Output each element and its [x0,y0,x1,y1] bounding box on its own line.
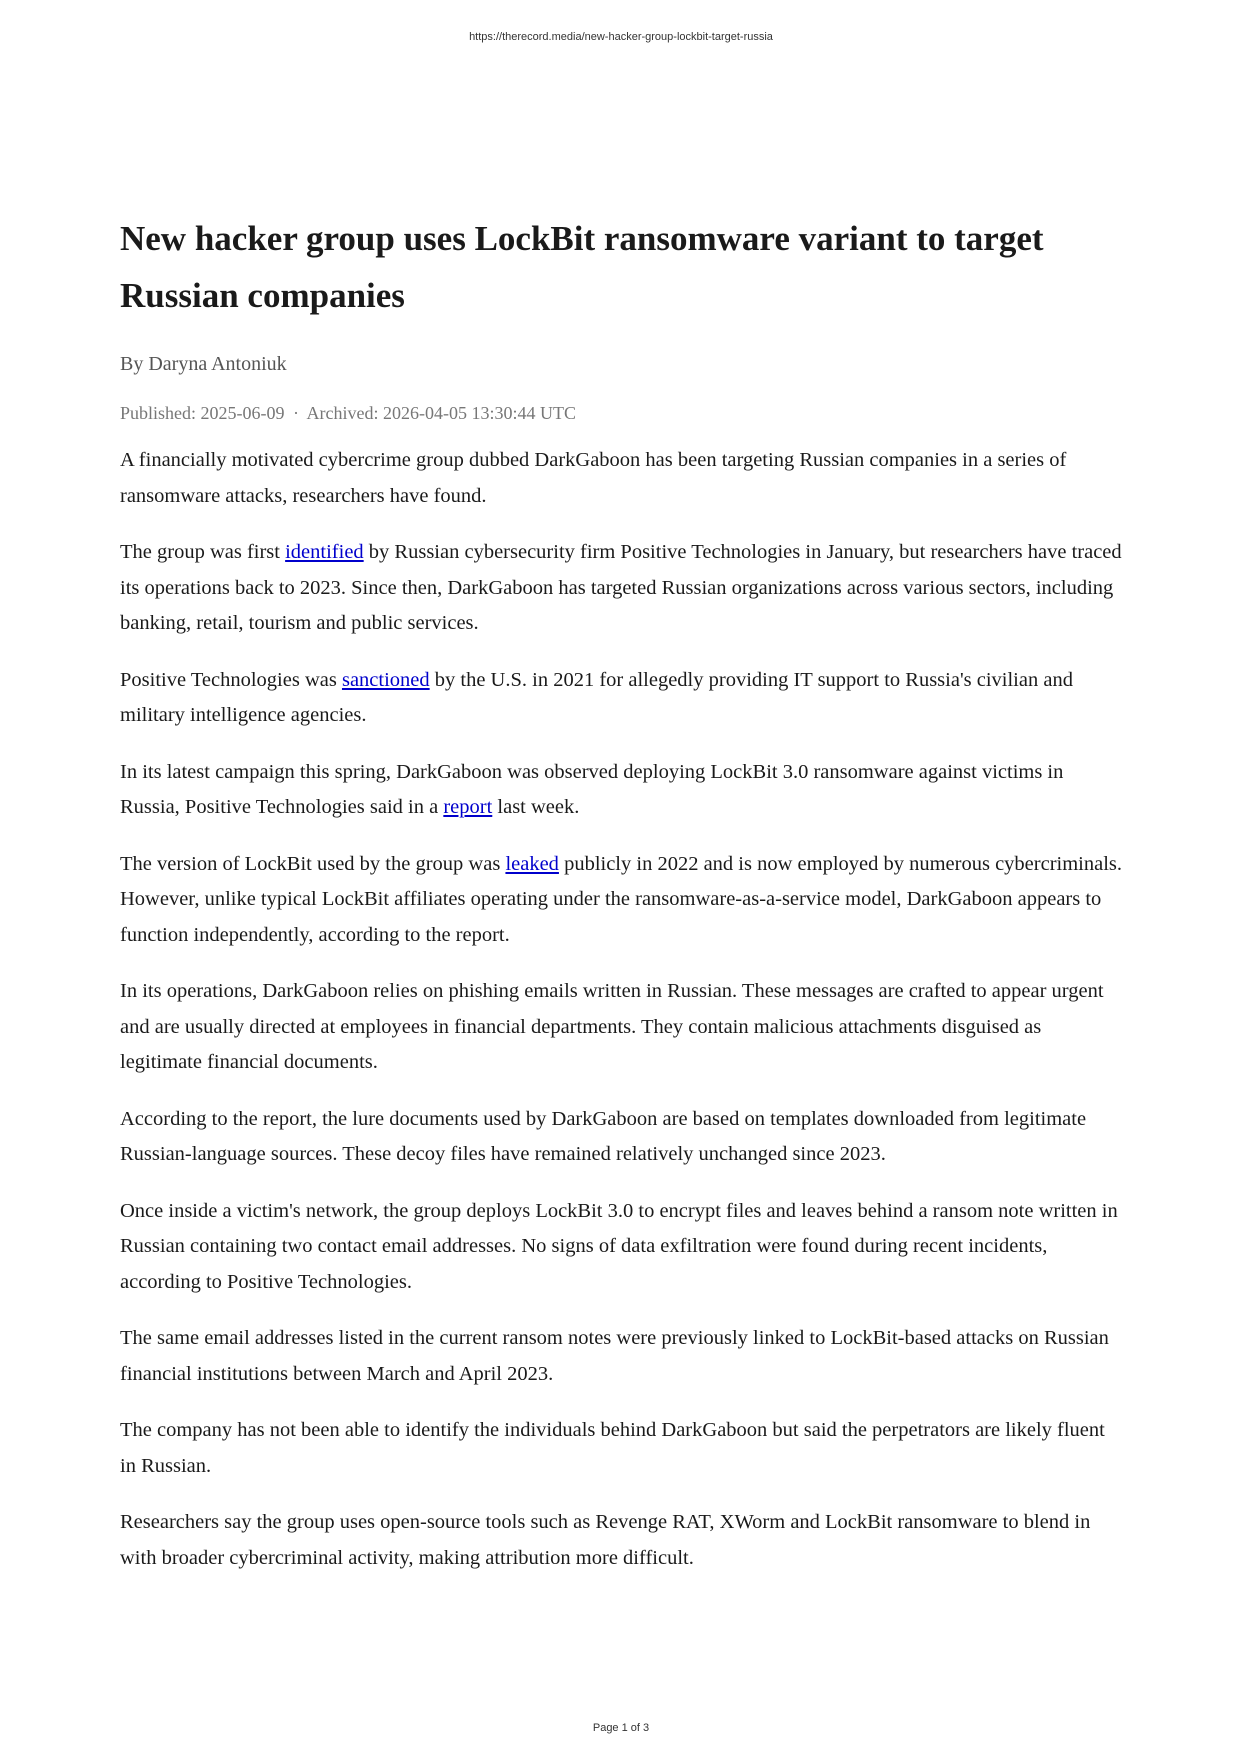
paragraph-5 [120,847,1125,954]
article-byline: By Daryna Antoniuk [120,353,287,375]
paragraph-11: Researchers say the group uses open-source tools such as Revenge RAT, XWorm and LockBit ransomware to blend in with broader cybercriminal activity, making attribution more difficult. [120,1511,1091,1569]
paragraph-3-text-before: Positive Technologies was [120,668,342,691]
paragraph-6: In its operations, DarkGaboon relies on phishing emails written in Russian. These messages are crafted to appear urgent and are usually directed at employees in financial departments. They contain malicious attachments disguised as legitimate financial documents. [120,980,1104,1073]
paragraph-2-text-before: The group was first [120,541,286,563]
article-title: New hacker group uses LockBit ransomware variant to target Russian companies [120,219,1044,315]
report-link[interactable]: report [443,796,493,818]
paragraph-4-text-before: In its latest campaign this spring, DarkGaboon was observed deploying LockBit 3.0 ransomware against victims in Russia, Positive Technologies said in a [120,760,1064,818]
article [120,210,1125,1597]
paragraph-4-text-after: last week. [492,796,580,818]
paragraph-5-text-after: publicly in 2022 and is now employed by numerous cybercriminals. However, unlike typical LockBit affiliates operating under the ransomware-as-a-service model, DarkGaboon appears to function independently, according to the report. [120,852,1123,946]
paragraph-1: A financially motivated cybercrime group dubbed DarkGaboon has been targeting Russian companies in a series of ransomware attacks, researchers have found. [120,449,1067,507]
paragraph-8: Once inside a victim's network, the group deploys LockBit 3.0 to encrypt files and leaves behind a ransom note written in Russian containing two contact email addresses. No signs of data exfiltration were found during recent incidents, according to Positive Technologies. [120,1199,1118,1293]
sanctioned-link[interactable]: sanctioned [341,668,430,691]
paragraph-2-text-after: by Russian cybersecurity firm Positive Technologies in January, but researchers have traced its operations back to 2023. Since then, DarkGaboon has targeted Russian organizations across various sectors, including banking, retail, tourism and public services. [120,541,1122,634]
paragraph-9: The same email addresses listed in the current ransom notes were previously linked to LockBit-based attacks on Russian financial institutions between March and April 2023. [120,1327,1109,1385]
paragraph-3-text-after: by the U.S. in 2021 for allegedly providing IT support to Russia's civilian and military intelligence agencies. [120,668,1073,726]
paragraph-7: According to the report, the lure documents used by DarkGaboon are based on templates downloaded from legitimate Russian-language sources. These decoy files have remained relatively unchanged since 2023. [120,1107,1087,1165]
paragraph-5-text-before: The version of LockBit used by the group was [120,852,506,875]
identified-link[interactable]: identified [285,541,364,563]
archived-date: Archived: 2026-04-05 13:30:44 UTC [306,403,576,423]
paragraph-2 [120,535,1125,642]
article-dates [120,401,1125,425]
published-date: Published: 2025-06-09 [120,403,285,423]
date-separator: · [293,403,299,423]
page-number-footer: Page 1 of 3 [592,1722,650,1734]
leaked-link[interactable]: leaked [505,852,559,875]
article-body [120,443,1125,1576]
paragraph-3 [120,663,1125,734]
paragraph-10: The company has not been able to identify the individuals behind DarkGaboon but said the perpetrators are likely fluent in Russian. [120,1419,1105,1477]
page-url-header: https://therecord.media/new-hacker-group-lockbit-target-russia [469,31,773,43]
paragraph-4 [120,755,1125,826]
